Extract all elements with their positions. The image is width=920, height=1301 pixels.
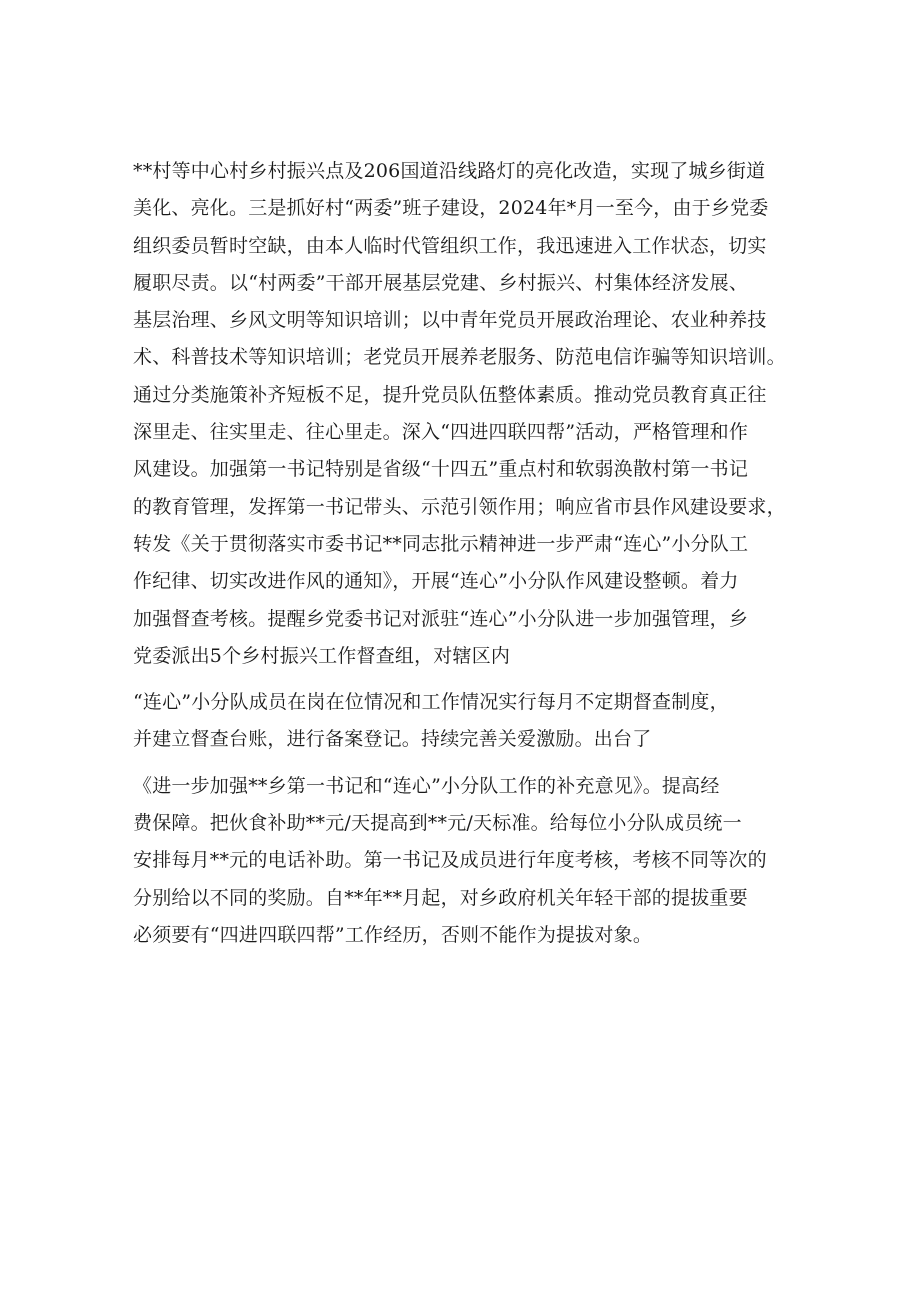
text-line-18: 费保障。把伙食补助**元/天提高到**元/天标准。给每位小分队成员统一	[133, 812, 742, 835]
text-line-17: 《进一步加强**乡第一书记和“连心”小分队工作的补充意见》。提高经	[133, 774, 720, 797]
text-line-1: **村等中心村乡村振兴点及206国道沿线路灯的亮化改造，实现了城乡街道	[133, 160, 766, 182]
text-line-14: 党委派出5个乡村振兴工作督查组，对辖区内	[133, 644, 511, 667]
text-line-16: 并建立督查台账，进行备案登记。持续完善关爱激励。出台了	[133, 728, 652, 751]
text-line-8: 深里走、往实里走、往心里走。深入“四进四联四帮”活动，严格管理和作	[133, 421, 749, 444]
text-line-3: 组织委员暂时空缺，由本人临时代管组织工作，我迅速进入工作状态，切实	[133, 234, 767, 257]
text-line-20: 分别给以不同的奖励。自**年**月起，对乡政府机关年轻干部的提拔重要	[133, 886, 748, 909]
text-line-13: 加强督查考核。提醒乡党委书记对派驻“连心”小分队进一步加强管理，乡	[133, 607, 749, 630]
text-line-11: 转发《关于贯彻落实市委书记**同志批示精神进一步严肃“连心”小分队工	[133, 532, 749, 555]
text-line-19: 安排每月**元的电话补助。第一书记及成员进行年度考核，考核不同等次的	[133, 849, 767, 872]
text-line-10: 的教育管理，发挥第一书记带头、示范引领作用；响应省市县作风建设要求，	[133, 495, 786, 518]
text-line-7: 通过分类施策补齐短板不足，提升党员队伍整体素质。推动党员教育真正往	[133, 383, 767, 406]
text-line-6: 术、科普技术等知识培训；老党员开展养老服务、防范电信诈骗等知识培训。	[133, 346, 786, 369]
text-line-5: 基层治理、乡风文明等知识培训；以中青年党员开展政治理论、农业种养技	[133, 309, 767, 332]
text-line-4: 履职尽责。以“村两委”干部开展基层党建、乡村振兴、村集体经济发展、	[133, 271, 749, 294]
body-text	[133, 153, 805, 954]
text-line-21: 必须要有“四进四联四帮”工作经历，否则不能作为提拔对象。	[133, 923, 653, 946]
text-line-15: “连心”小分队成员在岗在位情况和工作情况实行每月不定期督查制度，	[133, 691, 729, 714]
text-line-2: 美化、亮化。三是抓好村“两委”班子建设，2024年*月一至今，由于乡党委	[133, 197, 769, 220]
text-line-9: 风建设。加强第一书记特别是省级“十四五”重点村和软弱涣散村第一书记	[133, 458, 749, 481]
text-line-12: 作纪律、切实改进作风的通知》，开展“连心”小分队作风建设整顿。着力	[133, 570, 739, 593]
